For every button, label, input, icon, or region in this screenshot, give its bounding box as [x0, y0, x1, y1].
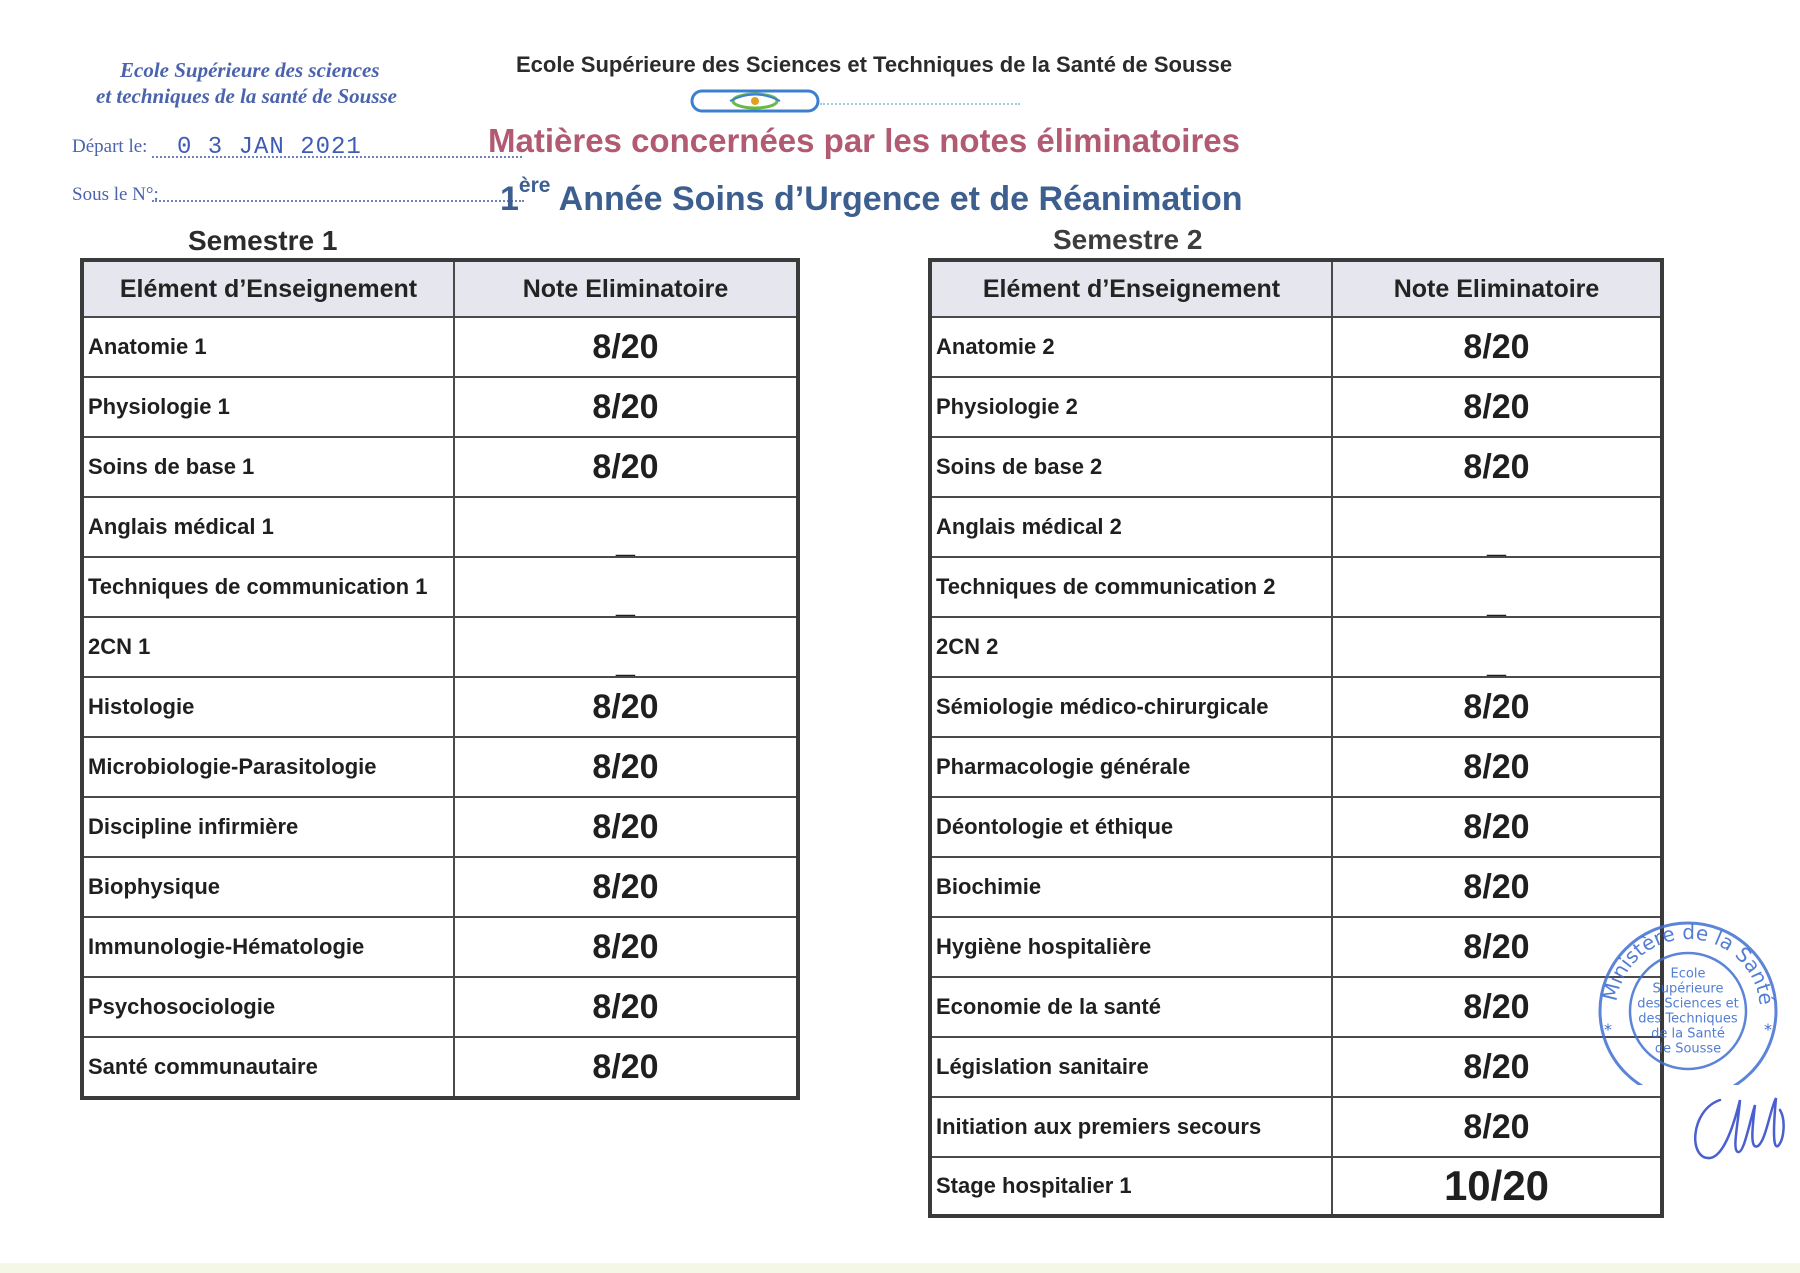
stamp-inner-line: Ecole — [1670, 966, 1706, 982]
note-cell — [454, 617, 798, 680]
note-cell: 8/20 — [454, 317, 798, 377]
subtitle-year-sup: ère — [518, 173, 551, 197]
note-dash: _ — [616, 641, 635, 680]
semester2-table — [928, 258, 1664, 1218]
note-cell — [1332, 617, 1662, 680]
table-row — [930, 917, 1662, 977]
table-header-row — [930, 260, 1662, 317]
column-header-note: Note Eliminatoire — [454, 260, 798, 317]
subject-cell: Déontologie et éthique — [930, 797, 1332, 857]
table-row — [930, 857, 1662, 917]
stamp-inner-line: Supérieure — [1652, 981, 1724, 997]
table-row — [930, 377, 1662, 437]
table-row — [82, 437, 798, 497]
program-subtitle — [500, 173, 1243, 219]
table-row — [930, 497, 1662, 557]
table-row — [930, 1097, 1662, 1157]
table-row — [930, 1157, 1662, 1216]
subject-cell: 2CN 1 — [82, 617, 454, 677]
subject-cell: Anglais médical 1 — [82, 497, 454, 557]
note-cell: 8/20 — [1332, 317, 1662, 377]
column-header-subject: Elément d’Enseignement — [930, 260, 1332, 317]
stamp-school-line2: et techniques de la santé de Sousse — [96, 84, 398, 108]
subject-cell: Biophysique — [82, 857, 454, 917]
page-bottom-edge — [0, 1263, 1800, 1273]
note-cell — [1332, 557, 1662, 620]
note-cell: 8/20 — [1332, 977, 1662, 1037]
note-cell: 8/20 — [1332, 377, 1662, 437]
stamp-inner-line: de la Santé — [1651, 1026, 1725, 1042]
stamp-inner-line: des Techniques — [1638, 1011, 1738, 1027]
subject-cell: 2CN 2 — [930, 617, 1332, 677]
note-cell: 8/20 — [1332, 737, 1662, 797]
semester1-rows — [82, 317, 798, 1098]
note-cell: 8/20 — [454, 977, 798, 1037]
stamp-number-label: Sous le N°: — [72, 184, 159, 205]
note-cell: 8/20 — [1332, 677, 1662, 737]
note-cell: 8/20 — [1332, 1037, 1662, 1097]
note-cell: 8/20 — [454, 857, 798, 917]
note-cell: 8/20 — [454, 677, 798, 737]
note-cell: 8/20 — [1332, 437, 1662, 497]
note-cell: 8/20 — [454, 377, 798, 437]
subject-cell: Immunologie-Hématologie — [82, 917, 454, 977]
subject-cell: Anatomie 1 — [82, 317, 454, 377]
table-row — [930, 437, 1662, 497]
note-cell: 8/20 — [1332, 1097, 1662, 1157]
subject-cell: Sémiologie médico-chirurgicale — [930, 677, 1332, 737]
departure-stamp — [72, 58, 472, 208]
stamp-inner-line: de Sousse — [1654, 1041, 1722, 1057]
signature — [1680, 1080, 1790, 1180]
subject-cell: Hygiène hospitalière — [930, 917, 1332, 977]
note-cell — [454, 497, 798, 560]
stamp-depart-label: Départ le: — [72, 136, 148, 157]
table-row — [930, 557, 1662, 617]
table-row — [82, 617, 798, 677]
svg-text:*: * — [1764, 1020, 1772, 1039]
table-row — [930, 1037, 1662, 1097]
table-header-row — [82, 260, 798, 317]
stamp-ring-text: Ministère de la Santé — [1597, 919, 1779, 1007]
subject-cell: Soins de base 2 — [930, 437, 1332, 497]
subject-cell: Pharmacologie générale — [930, 737, 1332, 797]
column-header-note: Note Eliminatoire — [1332, 260, 1662, 317]
official-round-stamp — [1588, 915, 1788, 1085]
note-cell — [454, 557, 798, 620]
school-title: Ecole Supérieure des Sciences et Techniques de la Santé de Sousse — [516, 52, 1233, 77]
table-row — [82, 557, 798, 617]
note-dash: _ — [1487, 581, 1506, 620]
stamp-school-line1: Ecole Supérieure des sciences — [120, 58, 380, 82]
table-row — [82, 677, 798, 737]
stamp-dotted-line — [152, 200, 524, 202]
subject-cell: Psychosociologie — [82, 977, 454, 1037]
semester1-table — [80, 258, 800, 1100]
subject-cell: Discipline infirmière — [82, 797, 454, 857]
note-cell: 10/20 — [1332, 1157, 1662, 1216]
table-row — [82, 1037, 798, 1098]
table-row — [930, 617, 1662, 677]
subject-cell: Anglais médical 2 — [930, 497, 1332, 557]
stamp-depart-date: 0 3 JAN 2021 — [177, 134, 362, 161]
subject-cell: Soins de base 1 — [82, 437, 454, 497]
table-row — [82, 797, 798, 857]
subject-cell: Physiologie 1 — [82, 377, 454, 437]
subtitle-program: Année Soins d’Urgence et de Réanimation — [550, 180, 1243, 218]
table-row — [930, 317, 1662, 377]
logo-tagline — [820, 103, 1020, 105]
semester2-label: Semestre 2 — [1053, 224, 1203, 255]
table-row — [82, 917, 798, 977]
note-cell: 8/20 — [454, 437, 798, 497]
stamp-dotted-line — [152, 156, 522, 158]
column-header-subject: Elément d’Enseignement — [82, 260, 454, 317]
note-cell: 8/20 — [1332, 797, 1662, 857]
note-dash: _ — [616, 581, 635, 620]
school-logo-icon — [690, 88, 820, 114]
svg-text:*: * — [1604, 1020, 1612, 1039]
subject-cell: Initiation aux premiers secours — [930, 1097, 1332, 1157]
subject-cell: Stage hospitalier 1 — [930, 1157, 1332, 1216]
note-cell: 8/20 — [454, 737, 798, 797]
subject-cell: Microbiologie-Parasitologie — [82, 737, 454, 797]
note-dash: _ — [616, 521, 635, 560]
subject-cell: Techniques de communication 1 — [82, 557, 454, 617]
note-cell: 8/20 — [454, 917, 798, 977]
table-row — [82, 377, 798, 437]
subject-cell: Anatomie 2 — [930, 317, 1332, 377]
subject-cell: Législation sanitaire — [930, 1037, 1332, 1097]
table-row — [82, 857, 798, 917]
note-cell: 8/20 — [1332, 917, 1662, 977]
subject-cell: Histologie — [82, 677, 454, 737]
note-cell: 8/20 — [454, 797, 798, 857]
note-dash: _ — [1487, 521, 1506, 560]
subject-cell: Santé communautaire — [82, 1037, 454, 1098]
table-row — [930, 977, 1662, 1037]
semester1-label: Semestre 1 — [188, 225, 338, 256]
table-row — [82, 317, 798, 377]
note-dash: _ — [1487, 641, 1506, 680]
table-row — [930, 737, 1662, 797]
table-row — [82, 737, 798, 797]
subject-cell: Techniques de communication 2 — [930, 557, 1332, 617]
subtitle-year-number: 1 — [500, 180, 519, 218]
subject-cell: Physiologie 2 — [930, 377, 1332, 437]
table-row — [82, 497, 798, 557]
note-cell — [1332, 497, 1662, 560]
subject-cell: Economie de la santé — [930, 977, 1332, 1037]
subject-cell: Biochimie — [930, 857, 1332, 917]
table-row — [930, 797, 1662, 857]
stamp-inner-line: des Sciences et — [1637, 996, 1739, 1012]
table-row — [930, 677, 1662, 737]
note-cell: 8/20 — [454, 1037, 798, 1098]
table-row — [82, 977, 798, 1037]
semester2-rows — [930, 317, 1662, 1216]
note-cell: 8/20 — [1332, 857, 1662, 917]
page-title: Matières concernées par les notes éliminatoires — [488, 122, 1240, 159]
